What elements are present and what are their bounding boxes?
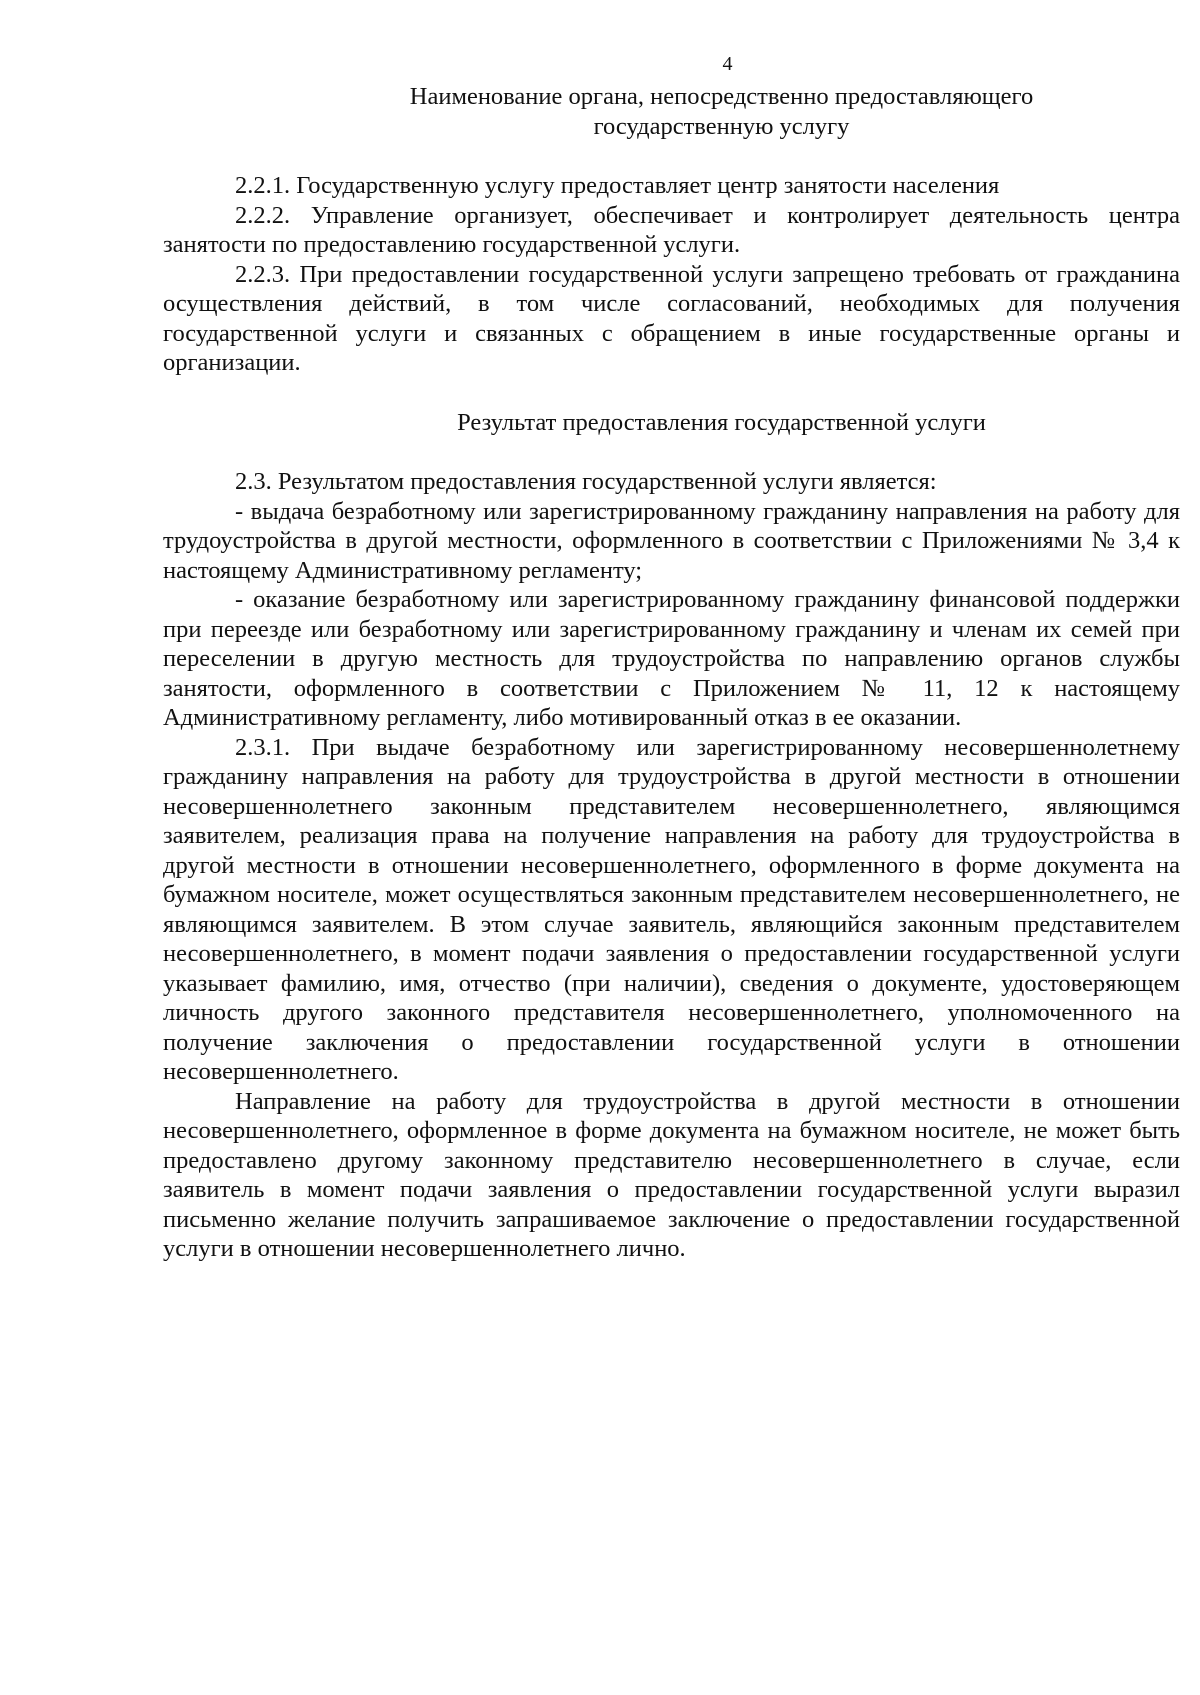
- list-item-1: - выдача безработному или зарегистрированному гражданину направления на работу для трудоустройства в другой местности, оформленного в соответствии с Приложениями № 3,4 к настоящему Административному регламенту;: [163, 497, 1180, 584]
- paragraph-2-3: 2.3. Результатом предоставления государственной услуги является:: [235, 468, 937, 495]
- paragraph-final: Направление на работу для трудоустройства в другой местности в отношении несовершеннолетнего, оформленное в форме документа на бумажном носителе, не может быть предоставлено другому законному представителю несовершеннолетнего в случае, если заявитель в момент подачи заявления о предоставлении государственной услуги выразил письменно желание получить запрашиваемое заключение о предоставлении государственной услуги в отношении несовершеннолетнего лично.: [163, 1087, 1180, 1262]
- paragraph-2-2-3: 2.2.3. При предоставлении государственной услуги запрещено требовать от гражданина осуществления действий, в том числе согласований, необходимых для получения государственной услуги и связанных с обращением в иные государственные органы и организации.: [163, 260, 1180, 376]
- paragraph-2-3-1: 2.3.1. При выдаче безработному или зарегистрированному несовершеннолетнему гражданину направления на работу для трудоустройства в другой местности в отношении несовершеннолетнего законным представителем несовершеннолетнего, являющимся заявителем, реализация права на получение направления на работу для трудоустройства в другой местности в отношении несовершеннолетнего, оформленного в форме документа на бумажном носителе, может осуществляться законным представителем несовершеннолетнего, не являющимся заявителем. В этом случае заявитель, являющийся законным представителем несовершеннолетнего, в момент подачи заявления о предоставлении государственной услуги указывает фамилию, имя, отчество (при наличии), сведения о документе, удостоверяющем личность другого законного представителя несовершеннолетнего, уполномоченного на получение заключения о предоставлении государственной услуги в отношении несовершеннолетнего.: [163, 733, 1180, 1085]
- spacer: [163, 437, 1180, 467]
- spacer: [163, 378, 1180, 408]
- page-number: 4: [722, 53, 733, 75]
- heading-line-2: государственную услугу: [593, 112, 850, 140]
- spacer: [163, 141, 1180, 171]
- paragraph-2-2-1: 2.2.1. Государственную услугу предоставляет центр занятости населения: [235, 172, 1000, 199]
- heading-line-1: Наименование органа, непосредственно предоставляющего: [409, 83, 1034, 110]
- paragraph-2-2-2: 2.2.2. Управление организует, обеспечивает и контролирует деятельность центра занятости по предоставлению государственной услуги.: [163, 201, 1180, 258]
- list-item-2: - оказание безработному или зарегистрированному гражданину финансовой поддержки при переезде или безработному или зарегистрированному гражданину и членам их семей при переселении в другую местность для трудоустройства по направлению органов службы занятости, оформленного в соответствии с Приложением № 11, 12 к настоящему Административному регламенту, либо мотивированный отказ в ее оказании.: [163, 586, 1180, 731]
- section-heading-authority: [263, 82, 1180, 141]
- document-page: [163, 40, 1180, 1264]
- section-heading-result: Результат предоставления государственной услуги: [457, 408, 986, 436]
